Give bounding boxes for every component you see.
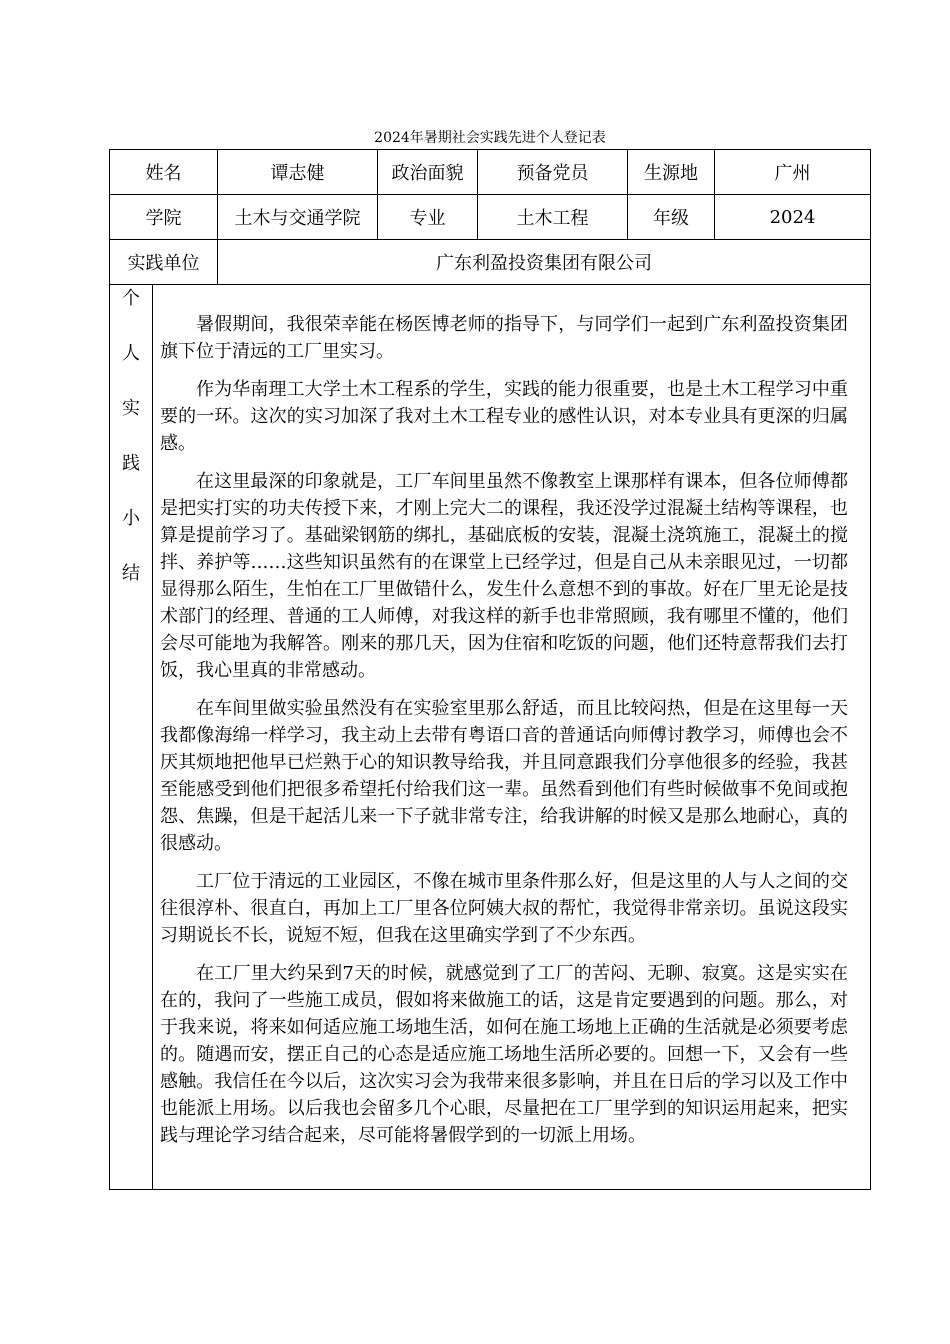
major-value: 土木工程 bbox=[478, 195, 628, 240]
summary-paragraph: 暑假期间，我很荣幸能在杨医博老师的指导下，与同学们一起到广东利盈投资集团旗下位于清远的工厂里实习。 bbox=[160, 314, 848, 362]
grade-value: 2024 bbox=[715, 195, 871, 240]
politics-label: 政治面貌 bbox=[378, 150, 478, 195]
summary-paragraph: 作为华南理工大学土木工程系的学生，实践的能力很重要，也是土木工程学习中重要的一环。这次的实习加深了我对土木工程专业的感性认识，对本专业具有更深的归属感。 bbox=[160, 379, 848, 454]
college-value: 土木与交通学院 bbox=[218, 195, 378, 240]
summary-inner-table bbox=[110, 285, 870, 1189]
summary-row-wrapper bbox=[110, 285, 871, 1190]
table-row bbox=[110, 240, 871, 285]
summary-paragraph: 工厂位于清远的工业园区，不像在城市里条件那么好，但是这里的人与人之间的交往很淳朴、很直白，再加上工厂里各位阿姨大叔的帮忙，我觉得非常亲切。虽说这段实习期说长不长，说短不短，但我在这里确实学到了不少东西。 bbox=[160, 871, 848, 946]
summary-label-char: 结 bbox=[122, 563, 140, 584]
summary-paragraph: 在车间里做实验虽然没有在实验室里那么舒适，而且比较闷热，但是在这里每一天我都像海绵一样学习，我主动上去带有粤语口音的普通话向师傅讨教学习，师傅也会不厌其烦地把他早已烂熟于心的知识教导给我，并且同意跟我们分享他很多的经验，我甚至能感受到他们把很多希望托付给我们这一辈。虽然看到他们有些时候做事不免间或抱怨、焦躁，但是干起活儿来一下子就非常专注，给我讲解的时候又是那么地耐心，真的很感动。 bbox=[160, 698, 848, 854]
summary-label-char: 个 bbox=[122, 288, 140, 309]
college-label: 学院 bbox=[110, 195, 218, 240]
major-label: 专业 bbox=[378, 195, 478, 240]
page-title: 2024年暑期社会实践先进个人登记表 bbox=[374, 130, 606, 146]
summary-label-char: 实 bbox=[122, 398, 140, 419]
table-row bbox=[110, 285, 871, 1190]
name-value: 谭志健 bbox=[218, 150, 378, 195]
summary-paragraph: 在工厂里大约呆到7天的时候，就感觉到了工厂的苦闷、无聊、寂寞。这是实实在在的，我问了一些施工成员，假如将来做施工的话，这是肯定要遇到的问题。那么，对于我来说，将来如何适应施工场地生活，如何在施工场地上正确的生活就是必须要考虑的。随遇而安，摆正自己的心态是适应施工场地生活所必要的。回想一下，又会有一些感触。我信任在今以后，这次实习会为我带来很多影响，并且在日后的学习以及工作中也能派上用场。以后我也会留多几个心眼，尽量把在工厂里学到的知识运用起来，把实践与理论学习结合起来，尽可能将暑假学到的一切派上用场。 bbox=[160, 963, 848, 1146]
summary-paragraph: 在这里最深的印象就是，工厂车间里虽然不像教室上课那样有课本，但各位师傅都是把实打实的功夫传授下来，才刚上完大二的课程，我还没学过混凝土结构等课程，也算是提前学习了。基础梁钢筋的绑扎，基础底板的安装，混凝土浇筑施工，混凝土的搅拌、养护等……这些知识虽然有的在课堂上已经学过，但是自己从未亲眼见过，一切都显得那么陌生，生怕在工厂里做错什么，发生什么意想不到的事故。好在厂里无论是技术部门的经理、普通的工人师傅，对我这样的新手也非常照顾，我有哪里不懂的，他们会尽可能地为我解答。刚来的那几天，因为住宿和吃饭的问题，他们还特意帮我们去打饭，我心里真的非常感动。 bbox=[160, 471, 848, 681]
registration-form-table bbox=[109, 149, 871, 1190]
unit-value: 广东利盈投资集团有限公司 bbox=[218, 240, 871, 285]
unit-label: 实践单位 bbox=[110, 240, 218, 285]
summary-label-char: 人 bbox=[122, 343, 140, 364]
origin-label: 生源地 bbox=[628, 150, 715, 195]
summary-content bbox=[153, 285, 871, 1189]
table-row bbox=[110, 195, 871, 240]
summary-label-char: 小 bbox=[122, 508, 140, 529]
name-label: 姓名 bbox=[110, 150, 218, 195]
table-row bbox=[110, 150, 871, 195]
summary-label bbox=[110, 285, 153, 1189]
summary-label-char: 践 bbox=[122, 453, 140, 474]
grade-label: 年级 bbox=[628, 195, 715, 240]
politics-value: 预备党员 bbox=[478, 150, 628, 195]
origin-value: 广州 bbox=[715, 150, 871, 195]
